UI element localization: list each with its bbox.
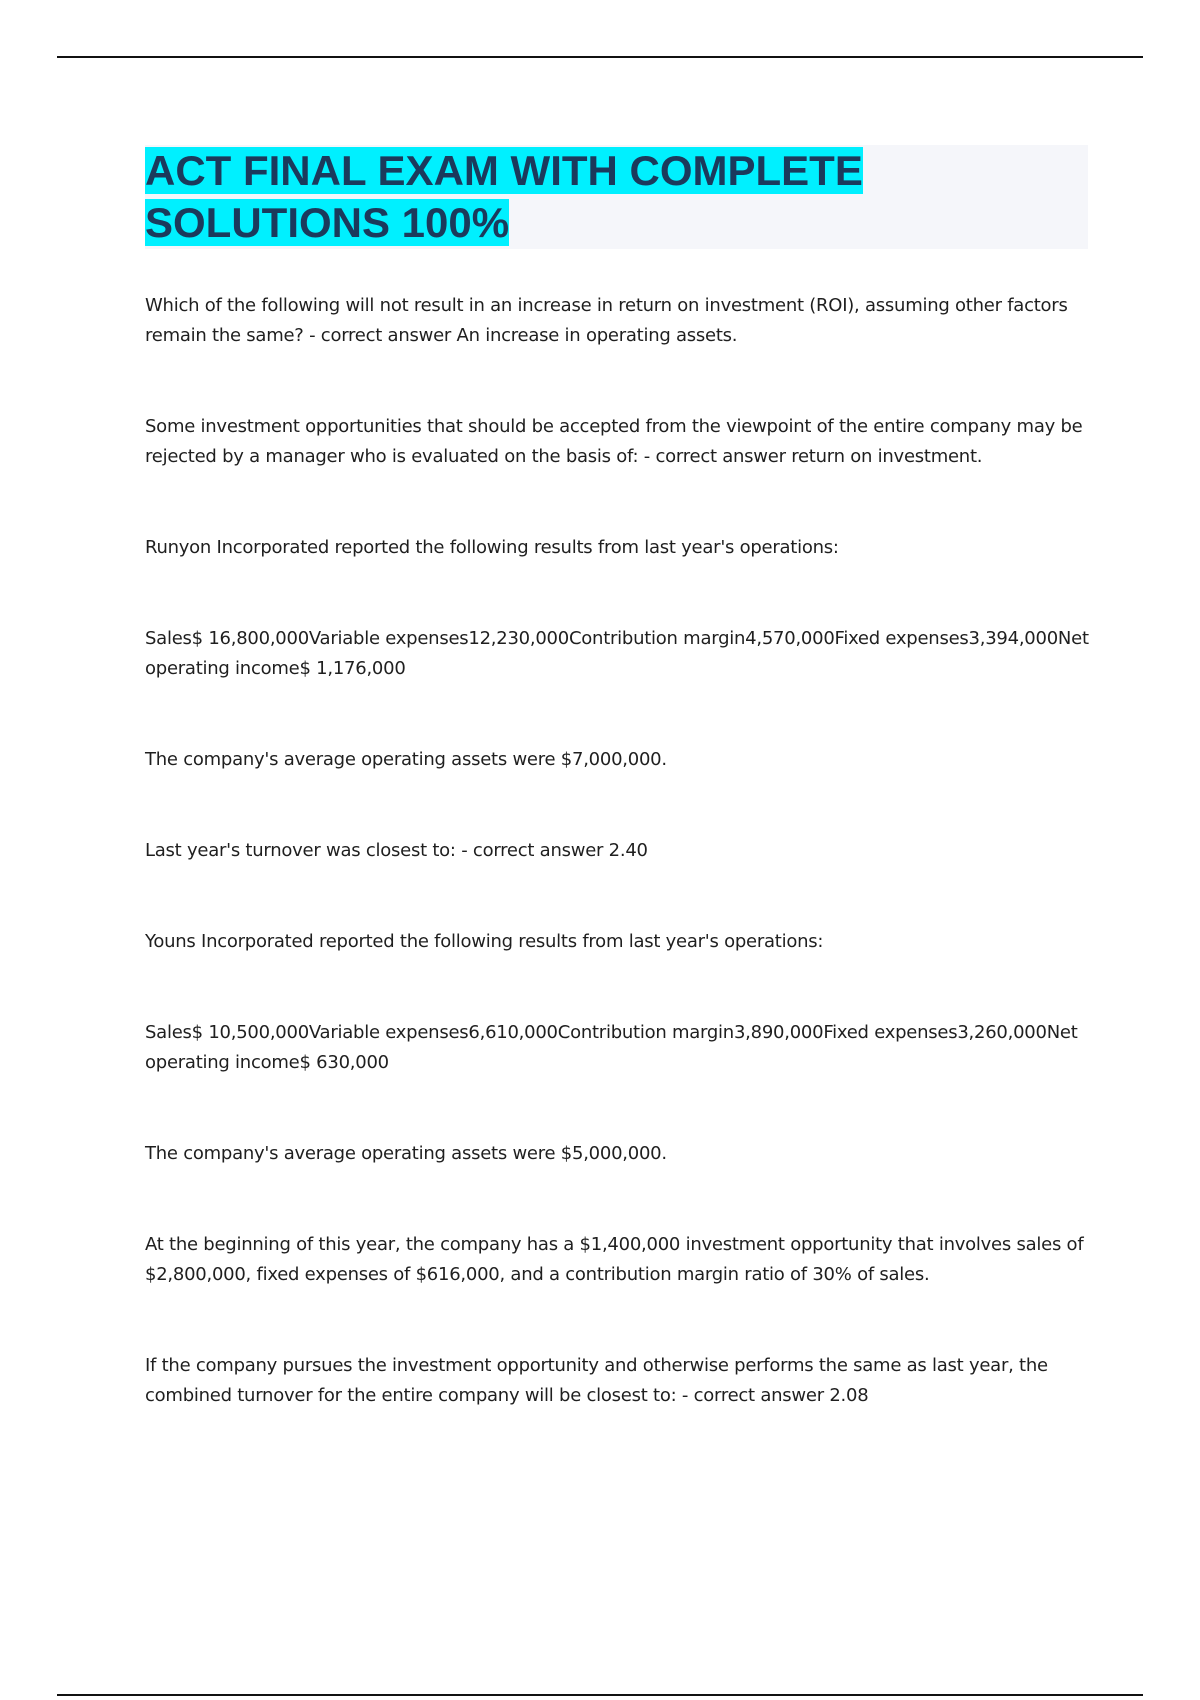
paragraph-roi-question: Which of the following will not result in an increase in return on investment (ROI), assuming other factors remain the same? - correct answer An increase in operating assets. (145, 295, 1068, 346)
top-rule (57, 56, 1143, 58)
document-body (145, 291, 1090, 1472)
page-title-text: ACT FINAL EXAM WITH COMPLETE SOLUTIONS 100% (145, 147, 863, 246)
paragraph-combined-turnover: If the company pursues the investment opportunity and otherwise performs the same as last year, the combined turnover for the entire company will be closest to: - correct answer 2.08 (145, 1355, 1048, 1406)
paragraph-youns-assets: The company's average operating assets were $5,000,000. (145, 1143, 667, 1164)
paragraph-investment-opportunity: At the beginning of this year, the company has a $1,400,000 investment opportunity that involves sales of $2,800,000, fixed expenses of $616,000, and a contribution margin ratio of 30% of sales. (145, 1234, 1084, 1285)
paragraph-runyon-intro: Runyon Incorporated reported the following results from last year's operations: (145, 537, 839, 558)
paragraph-turnover-answer: Last year's turnover was closest to: - correct answer 2.40 (145, 840, 648, 861)
paragraph-youns-intro: Youns Incorporated reported the following results from last year's operations: (145, 931, 824, 952)
page-title (145, 145, 1088, 249)
paragraph-rejection-question: Some investment opportunities that should be accepted from the viewpoint of the entire company may be rejected by a manager who is evaluated on the basis of: - correct answer return on investment. (145, 416, 1083, 467)
paragraph-runyon-assets: The company's average operating assets were $7,000,000. (145, 749, 667, 770)
bottom-rule (57, 1694, 1143, 1696)
title-block (145, 145, 1088, 249)
paragraph-runyon-results: Sales$ 16,800,000Variable expenses12,230,000Contribution margin4,570,000Fixed expenses3,394,000Net operating income$ 1,176,000 (145, 628, 1089, 679)
paragraph-youns-results: Sales$ 10,500,000Variable expenses6,610,000Contribution margin3,890,000Fixed expenses3,260,000Net operating income$ 630,000 (145, 1022, 1078, 1073)
